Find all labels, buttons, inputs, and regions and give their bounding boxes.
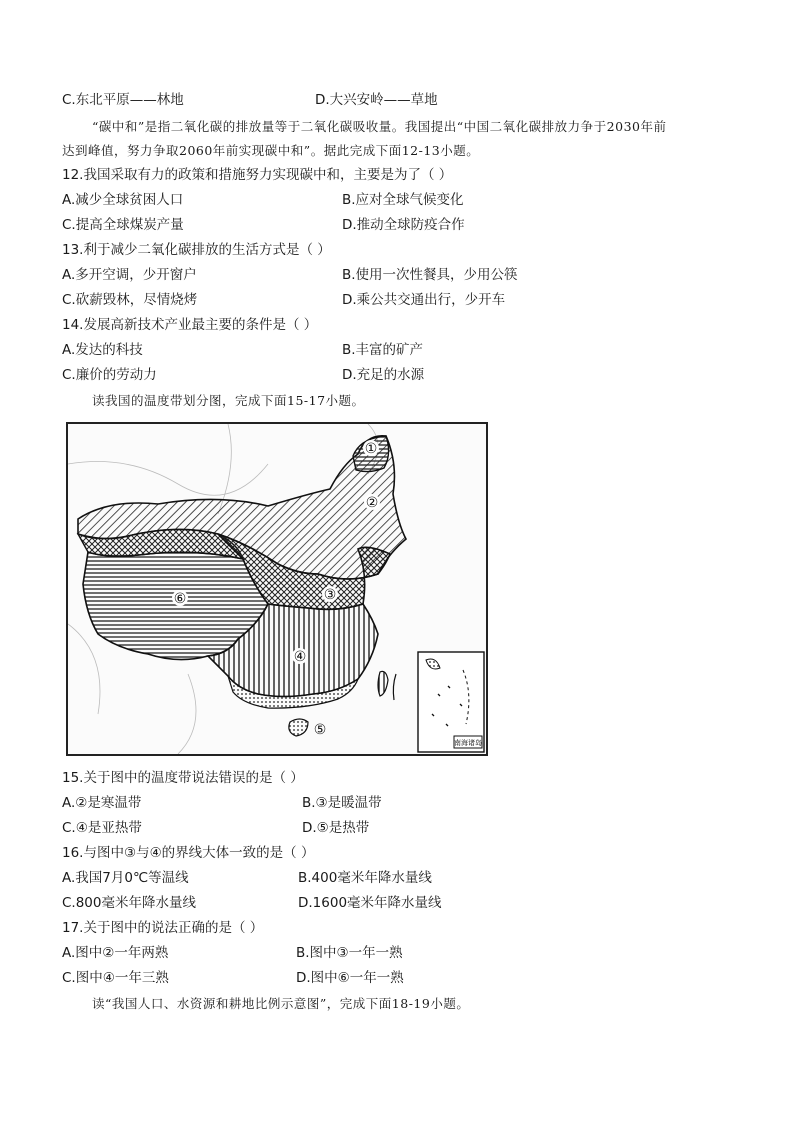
map-intro: 读我国的温度带划分图，完成下面15-17小题。	[92, 393, 365, 408]
q16-option-a: A.我国7月0℃等温线	[62, 870, 189, 886]
q13-option-a: A.多开空调，少开窗户	[62, 267, 197, 283]
q13-option-c: C.砍薪毁林，尽情烧烤	[62, 292, 198, 308]
q14-stem: 14.发展高新技术产业最主要的条件是（ ）	[62, 317, 318, 333]
inset-label: 南海诸岛	[454, 739, 482, 747]
q15-stem: 15.关于图中的温度带说法错误的是（ ）	[62, 770, 304, 786]
option-c-prev: C.东北平原——林地	[62, 92, 184, 108]
q12-stem: 12.我国采取有力的政策和措施努力实现碳中和，主要是为了（ ）	[62, 167, 453, 183]
zone-label-2: ②	[365, 495, 379, 511]
q14-option-b: B.丰富的矿产	[342, 342, 424, 358]
q17-stem: 17.关于图中的说法正确的是（ ）	[62, 920, 264, 936]
q14-option-a: A.发达的科技	[62, 342, 143, 358]
q16-option-d: D.1600毫米年降水量线	[298, 895, 442, 911]
option-d-prev: D.大兴安岭——草地	[315, 92, 438, 108]
q13-option-d: D.乘公共交通出行，少开车	[342, 292, 506, 308]
q17-option-a: A.图中②一年两熟	[62, 945, 169, 961]
zone-label-1: ①	[364, 441, 378, 457]
temperature-zone-map	[66, 422, 488, 756]
q12-option-b: B.应对全球气候变化	[342, 192, 464, 208]
zone-label-5: ⑤	[313, 722, 327, 738]
next-intro: 读“我国人口、水资源和耕地比例示意图”，完成下面18-19小题。	[92, 996, 470, 1011]
q15-option-d: D.⑤是热带	[302, 820, 370, 836]
q16-option-b: B.400毫米年降水量线	[298, 870, 432, 886]
q16-option-c: C.800毫米年降水量线	[62, 895, 196, 911]
coast-mark	[393, 674, 396, 700]
q14-option-d: D.充足的水源	[342, 367, 425, 383]
carbon-intro-line1: “碳中和”是指二氧化碳的排放量等于二氧化碳吸收量。我国提出“中国二氧化碳排放力争于2030年前	[92, 119, 667, 134]
zone-label-6: ⑥	[173, 591, 187, 607]
q17-option-d: D.图中⑥一年一熟	[296, 970, 404, 986]
zone-label-4: ④	[293, 649, 307, 665]
zone-label-3: ③	[323, 587, 337, 603]
q12-option-d: D.推动全球防疫合作	[342, 217, 465, 233]
hainan-island	[289, 719, 308, 736]
q17-option-c: C.图中④一年三熟	[62, 970, 169, 986]
q12-option-a: A.减少全球贫困人口	[62, 192, 184, 208]
q16-stem: 16.与图中③与④的界线大体一致的是（ ）	[62, 845, 315, 861]
taiwan-island	[378, 671, 388, 696]
carbon-intro-line2: 达到峰值，努力争取2060年前实现碳中和”。据此完成下面12-13小题。	[62, 143, 480, 158]
q13-option-b: B.使用一次性餐具，少用公筷	[342, 267, 518, 283]
q15-option-b: B.③是暖温带	[302, 795, 382, 811]
map-svg	[68, 424, 486, 754]
q13-stem: 13.利于减少二氧化碳排放的生活方式是（ ）	[62, 242, 331, 258]
q12-option-c: C.提高全球煤炭产量	[62, 217, 184, 233]
q17-option-b: B.图中③一年一熟	[296, 945, 403, 961]
q14-option-c: C.廉价的劳动力	[62, 367, 157, 383]
q15-option-a: A.②是寒温带	[62, 795, 142, 811]
q15-option-c: C.④是亚热带	[62, 820, 142, 836]
